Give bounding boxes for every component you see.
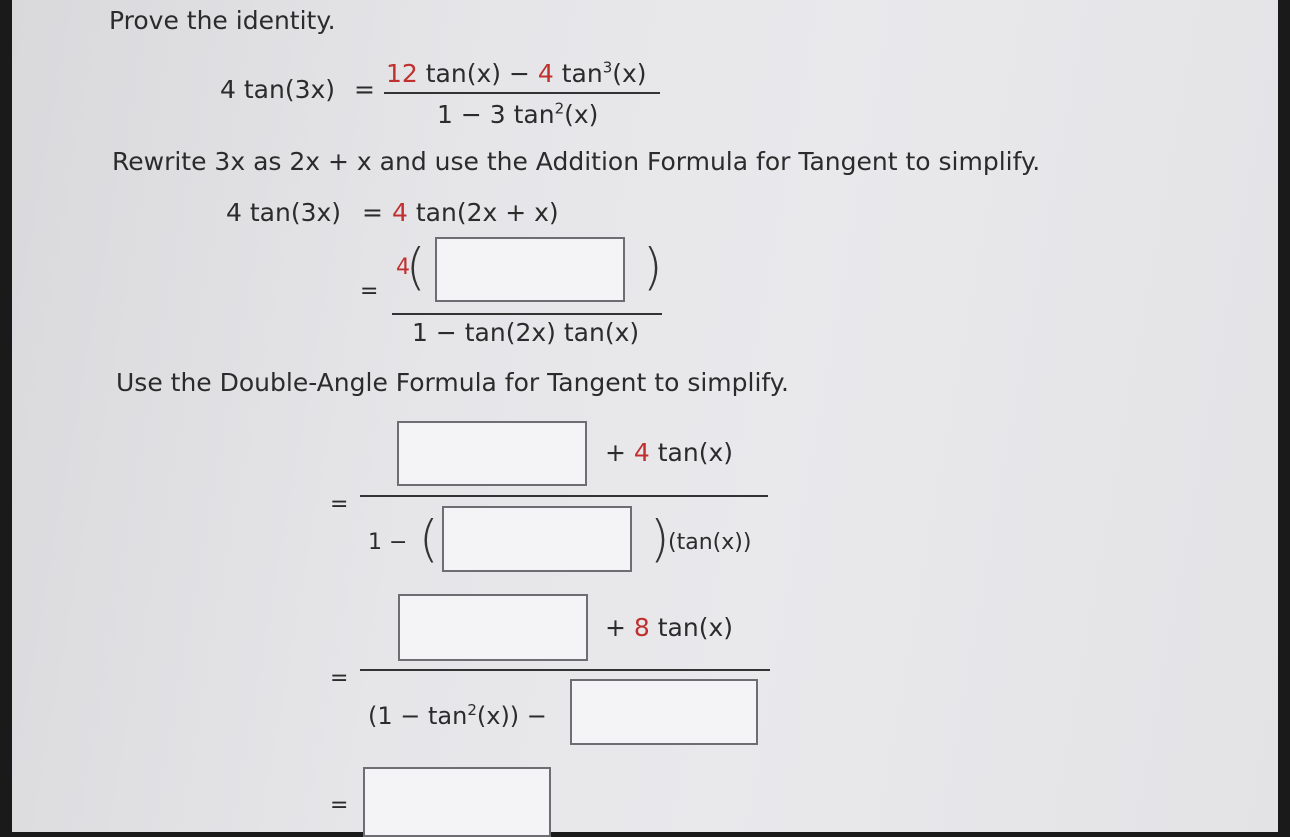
identity-num-end: (x) (612, 59, 647, 88)
identity-num-coef2: 4 (537, 59, 554, 88)
answer-box-6[interactable] (363, 767, 551, 837)
step3-den-text: (1 − tan (368, 702, 468, 730)
identity-den-end: (x) (564, 100, 599, 129)
step3-numerator-tail (605, 613, 733, 642)
identity-num-exponent: 3 (602, 58, 613, 77)
step1-fraction-bar (392, 313, 662, 315)
step2-den-open-paren: ( (419, 510, 439, 568)
step1-open-paren: ( (406, 238, 426, 296)
step1-rhs-rest: tan(2x + x) (407, 198, 559, 227)
identity-equals: = (354, 75, 375, 104)
step2-num-coef: 4 (633, 438, 650, 467)
step1-equals-2: = (360, 279, 379, 304)
step1-equals: = (362, 198, 383, 227)
step3-num-plus: + (605, 613, 626, 642)
step1-rhs (392, 198, 559, 227)
step2-den-prefix: 1 − (368, 530, 408, 555)
identity-den-tan: tan (505, 100, 555, 129)
step2-den-suffix: (tan(x)) (668, 530, 752, 555)
step1-num-coef: 4 (396, 255, 410, 280)
step1-denominator: 1 − tan(2x) tan(x) (412, 318, 640, 347)
step3-num-rest: tan(x) (649, 613, 734, 642)
step2-equals: = (330, 492, 349, 517)
step1-instruction: Rewrite 3x as 2x + x and use the Addition Formula for Tangent to simplify. (112, 147, 1041, 176)
answer-box-5[interactable] (570, 679, 758, 745)
identity-num-part1: tan(x) − (417, 59, 538, 88)
identity-num-tan: tan (553, 59, 603, 88)
answer-box-1[interactable] (435, 237, 625, 302)
identity-denominator (437, 100, 598, 129)
step1-rhs-coef: 4 (392, 198, 408, 227)
step2-den-close-paren: ) (650, 510, 670, 568)
step3-den-text2: (x)) − (476, 702, 547, 730)
step2-fraction-bar (360, 495, 768, 497)
identity-den-coef: 1 − 3 (437, 100, 506, 129)
answer-box-2[interactable] (397, 421, 587, 486)
step4-equals: = (330, 793, 349, 818)
problem-heading: Prove the identity. (109, 6, 336, 35)
step3-fraction-bar (360, 669, 770, 671)
step3-equals: = (330, 666, 349, 691)
step2-num-plus: + (605, 438, 626, 467)
step2-instruction: Use the Double-Angle Formula for Tangent to simplify. (116, 368, 789, 397)
step1-lhs: 4 tan(3x) (226, 198, 342, 227)
identity-lhs: 4 tan(3x) (220, 75, 336, 104)
identity-num-coef1: 12 (386, 59, 418, 88)
step2-num-rest: tan(x) (649, 438, 734, 467)
step3-num-coef: 8 (633, 613, 650, 642)
identity-den-exponent: 2 (554, 99, 565, 118)
answer-box-3[interactable] (442, 506, 632, 572)
worksheet-page (12, 0, 1278, 832)
step1-close-paren: ) (643, 238, 663, 296)
step3-den-exponent: 2 (467, 701, 477, 719)
answer-box-4[interactable] (398, 594, 588, 661)
step2-numerator-tail (605, 438, 733, 467)
identity-fraction-bar (384, 92, 660, 94)
identity-numerator (386, 59, 647, 88)
step3-denominator-text (368, 702, 547, 730)
